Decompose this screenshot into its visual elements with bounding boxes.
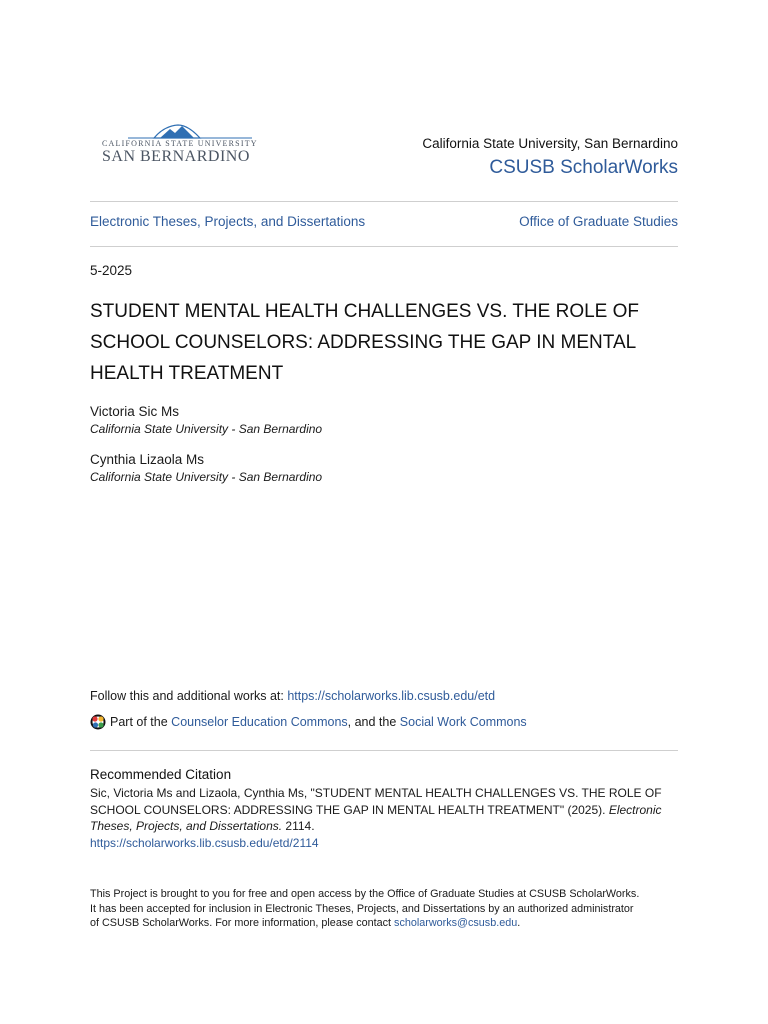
footer-contact-prefix: of CSUSB ScholarWorks. For more information, please contact (90, 917, 395, 929)
citation-url-link[interactable]: https://scholarworks.lib.csusb.edu/etd/2114 (90, 835, 319, 850)
title-line: HEALTH TREATMENT (90, 363, 284, 384)
part-of-middle: , and the (347, 715, 400, 729)
part-of-line (90, 714, 527, 730)
citation-text (90, 785, 680, 851)
access-statement (90, 887, 690, 931)
citation-series: Electronic Theses, Projects, and Dissertations. (90, 802, 662, 833)
follow-line (90, 689, 495, 703)
divider-top (90, 201, 678, 202)
citation-number: 2114. (282, 819, 315, 833)
follow-text: Follow this and additional works at: (90, 689, 288, 703)
author-name: Victoria Sic Ms (90, 404, 180, 419)
department-link[interactable]: Office of Graduate Studies (519, 214, 678, 229)
collection-link[interactable]: Electronic Theses, Projects, and Dissertations (90, 214, 366, 229)
contact-email-link[interactable]: scholarworks@csusb.edu (394, 917, 518, 929)
social-work-commons-link[interactable]: Social Work Commons (399, 715, 527, 729)
footer-line (90, 916, 690, 931)
author-name: Cynthia Lizaola Ms (90, 452, 205, 467)
citation-lead: Sic, Victoria Ms and Lizaola, Cynthia Ms, "STUDENT MENTAL HEALTH CHALLENGES VS. THE ROLE OF SCHOOL COUNSELORS: ADDRESSING THE GAP IN MENTAL HEALTH TREATMENT" (2025). (90, 786, 662, 817)
author-affiliation: California State University - San Bernardino (90, 422, 323, 436)
csusb-logo[interactable] (100, 120, 260, 172)
recommended-citation-heading: Recommended Citation (90, 767, 232, 782)
publication-date: 5-2025 (90, 263, 133, 278)
repository-link[interactable]: CSUSB ScholarWorks (489, 157, 678, 178)
footer-period: . (517, 917, 521, 929)
title-line: STUDENT MENTAL HEALTH CHALLENGES VS. THE ROLE OF (90, 301, 640, 322)
divider-citation (90, 750, 678, 751)
footer-line: This Project is brought to you for free and open access by the Office of Graduate Studies at CSUSB ScholarWorks. (90, 888, 640, 900)
university-name: California State University, San Bernardino (422, 136, 678, 151)
author-affiliation: California State University - San Bernardino (90, 470, 323, 484)
logo-line-1: CALIFORNIA STATE UNIVERSITY (102, 139, 258, 148)
counselor-education-commons-link[interactable]: Counselor Education Commons (171, 715, 348, 729)
divider-nav (90, 246, 678, 247)
footer-line: It has been accepted for inclusion in Electronic Theses, Projects, and Dissertations by an authorized administrator (90, 902, 634, 915)
title-line: SCHOOL COUNSELORS: ADDRESSING THE GAP IN MENTAL (90, 332, 637, 353)
logo-line-2: SAN BERNARDINO (102, 148, 250, 165)
document-title (90, 296, 690, 389)
etd-collection-link[interactable]: https://scholarworks.lib.csusb.edu/etd (287, 689, 496, 703)
commons-network-icon (90, 714, 106, 730)
part-of-prefix: Part of the (110, 715, 168, 729)
